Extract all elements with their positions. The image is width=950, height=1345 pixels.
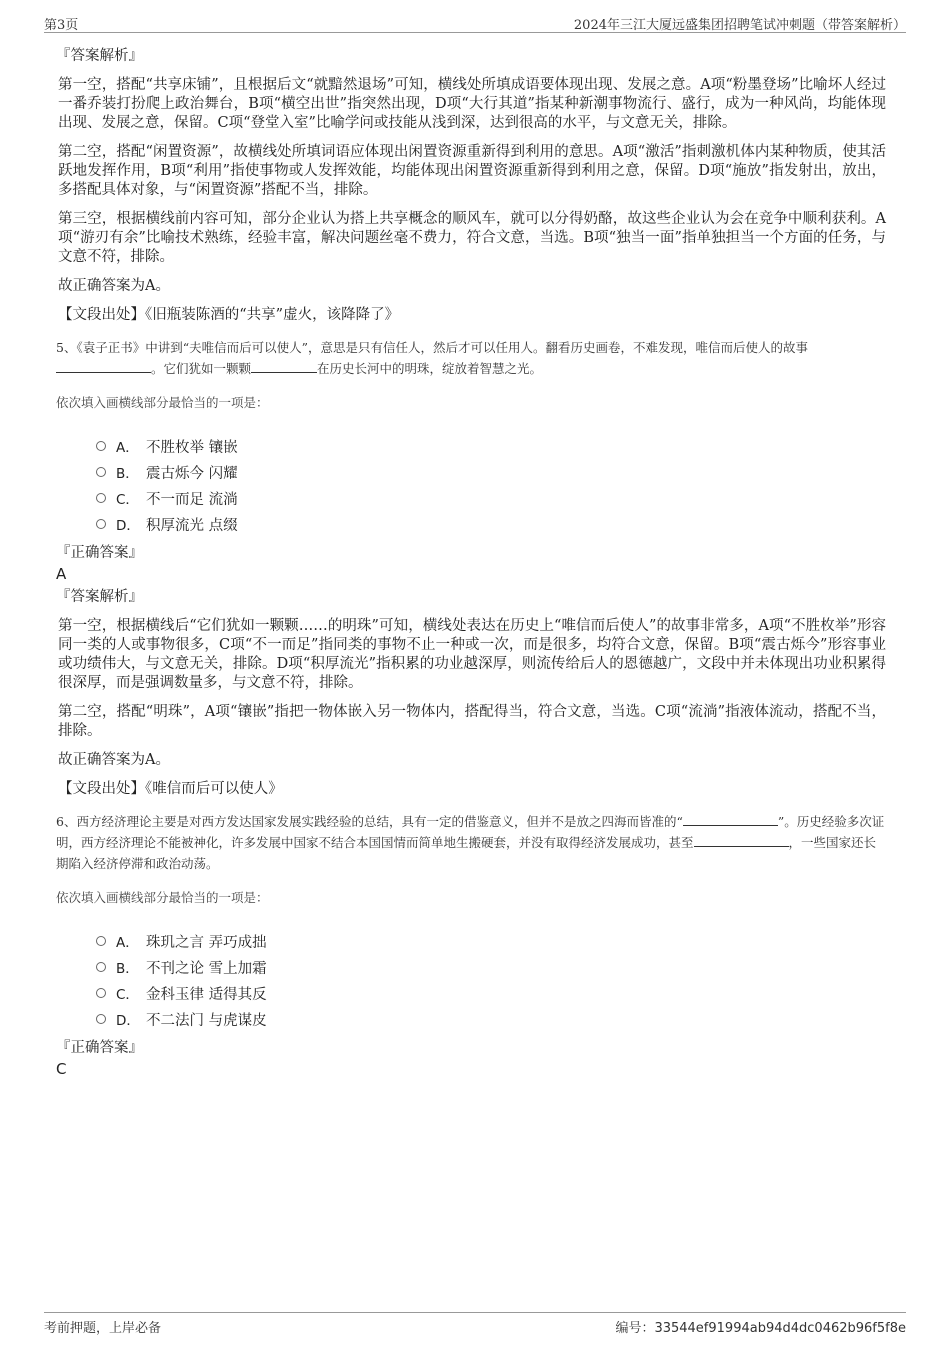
page-content	[56, 44, 886, 1082]
question-5-options	[96, 433, 886, 537]
source-citation: 【文段出处】《旧瓶装陈酒的“共享”虚火，该降降了》	[58, 307, 400, 323]
option-text: 金科玉律 适得其反	[146, 986, 267, 1003]
radio-icon[interactable]	[96, 1014, 106, 1024]
option-letter: B．	[116, 466, 139, 482]
option-letter: C．	[116, 987, 139, 1003]
option-letter: A．	[116, 935, 139, 951]
fill-blank-1	[683, 813, 778, 826]
question-6-stem	[56, 811, 886, 874]
option-letter: B．	[116, 961, 139, 977]
option-text: 不一而足 流淌	[146, 491, 238, 508]
option-b[interactable]	[96, 459, 886, 485]
option-c[interactable]	[96, 485, 886, 511]
page-number: 第3页	[44, 18, 79, 33]
option-a[interactable]	[96, 928, 886, 954]
analysis-paragraph: 第二空，搭配“闲置资源”，故横线处所填词语应体现出闲置资源重新得到利用的意思。A项“激活”指刺激机体内某种物质，使其活跃地发挥作用，B项“利用”指使事物或人发挥效能，均能体现出闲置资源重新得到利用之意，保留。D项“施放”指发射出，放出，多搭配具体对象，与“闲置资源”搭配不当，排除。	[58, 144, 886, 198]
option-text: 不二法门 与虎谋皮	[146, 1012, 267, 1029]
radio-icon[interactable]	[96, 962, 106, 972]
radio-icon[interactable]	[96, 493, 106, 503]
option-c[interactable]	[96, 980, 886, 1006]
correct-answer: A	[56, 565, 67, 583]
option-text: 积厚流光 点缀	[146, 517, 238, 534]
option-letter: D．	[116, 1013, 140, 1029]
question-5-text-b: 。它们犹如一颗颗	[151, 361, 252, 376]
radio-icon[interactable]	[96, 467, 106, 477]
option-text: 不胜枚举 镶嵌	[146, 439, 238, 456]
option-a[interactable]	[96, 433, 886, 459]
option-d[interactable]	[96, 511, 886, 537]
question-5-text-c: 在历史长河中的明珠，绽放着智慧之光。	[317, 361, 543, 376]
analysis-paragraph: 第一空，搭配“共享床铺”，且根据后文“就黯然退场”可知，横线处所填成语要体现出现、发展之意。A项“粉墨登场”比喻坏人经过一番乔装打扮爬上政治舞台，B项“横空出世”指突然出现，D项“大行其道”指某种新潮事物流行、盛行，成为一种风尚，均能体现出现、发展之意，保留。C项“登堂入室”比喻学问或技能从浅到深，达到很高的水平，与文意无关，排除。	[58, 77, 886, 131]
page-footer	[44, 1312, 906, 1335]
question-6-text-b: ”。历史经验多次证明，西方经济理论不能被神化，许多发展中国家不结合本国国情而简单地生搬硬套，并没有取得经济发展成功，甚至	[56, 814, 885, 850]
page-header	[44, 12, 906, 33]
fill-blank-1	[56, 360, 151, 373]
question-6-text-a: 6、西方经济理论主要是对西方发达国家发展实践经验的总结，具有一定的借鉴意义，但并不是放之四海而皆准的“	[56, 814, 683, 829]
option-d[interactable]	[96, 1006, 886, 1032]
radio-icon[interactable]	[96, 519, 106, 529]
option-letter: A．	[116, 440, 139, 456]
answer-conclusion: 故正确答案为A。	[58, 278, 170, 294]
analysis-tag: 『答案解析』	[56, 48, 143, 64]
question-5-prompt: 依次填入画横线部分最恰当的一项是：	[56, 395, 269, 410]
answer-conclusion: 故正确答案为A。	[58, 752, 170, 768]
question-5-text-a: 5、《袁子正书》中讲到“夫唯信而后可以使人”，意思是只有信任人，然后才可以任用人。翻看历史画卷，不难发现，唯信而后使人的故事	[56, 340, 808, 355]
fill-blank-2	[694, 834, 789, 847]
correct-answer-tag: 『正确答案』	[56, 545, 143, 561]
option-letter: D．	[116, 518, 140, 534]
option-text: 震古烁今 闪耀	[146, 465, 238, 482]
document-code: 编号：33544ef91994ab94d4dc0462b96f5f8e	[615, 1321, 906, 1336]
analysis-paragraph: 第三空，根据横线前内容可知，部分企业认为搭上共享概念的顺风车，就可以分得奶酪，故这些企业认为会在竞争中顺利获利。A项“游刃有余”比喻技术熟练，经验丰富，解决问题丝毫不费力，符合文意，当选。B项“独当一面”指单独担当一个方面的任务，与文意不符，排除。	[58, 211, 886, 265]
document-title: 2024年三江大厦远盛集团招聘笔试冲刺题（带答案解析）	[573, 18, 906, 33]
option-b[interactable]	[96, 954, 886, 980]
radio-icon[interactable]	[96, 988, 106, 998]
question-6-text-c: ，一些国家还长期陷入经济停滞和政治动荡。	[56, 835, 877, 871]
radio-icon[interactable]	[96, 936, 106, 946]
question-5-stem	[56, 337, 886, 379]
analysis-paragraph: 第一空，根据横线后“它们犹如一颗颗……的明珠”可知，横线处表达在历史上“唯信而后使人”的故事非常多，A项“不胜枚举”形容同一类的人或事物很多，C项“不一而足”指同类的事物不止一种或一次，而是很多，均符合文意，保留。B项“震古烁今”形容事业或功绩伟大，与文意无关，排除。D项“积厚流光”指积累的功业越深厚，则流传给后人的恩德越广，文段中并未体现出功业积累得很深厚，而是强调数量多，与文意不符，排除。	[58, 618, 886, 691]
analysis-paragraph: 第二空，搭配“明珠”，A项“镶嵌”指把一物体嵌入另一物体内，搭配得当，符合文意，当选。C项“流淌”指液体流动，搭配不当，排除。	[58, 704, 886, 739]
analysis-tag: 『答案解析』	[56, 589, 143, 605]
radio-icon[interactable]	[96, 441, 106, 451]
footer-slogan: 考前押题，上岸必备	[44, 1321, 162, 1336]
option-text: 珠玑之言 弄巧成拙	[146, 934, 267, 951]
correct-answer: C	[56, 1060, 67, 1078]
question-6-options	[96, 928, 886, 1032]
source-citation: 【文段出处】《唯信而后可以使人》	[58, 781, 283, 797]
fill-blank-2	[251, 360, 317, 373]
question-6-prompt: 依次填入画横线部分最恰当的一项是：	[56, 890, 269, 905]
option-text: 不刊之论 雪上加霜	[146, 960, 267, 977]
option-letter: C．	[116, 492, 139, 508]
correct-answer-tag: 『正确答案』	[56, 1040, 143, 1056]
